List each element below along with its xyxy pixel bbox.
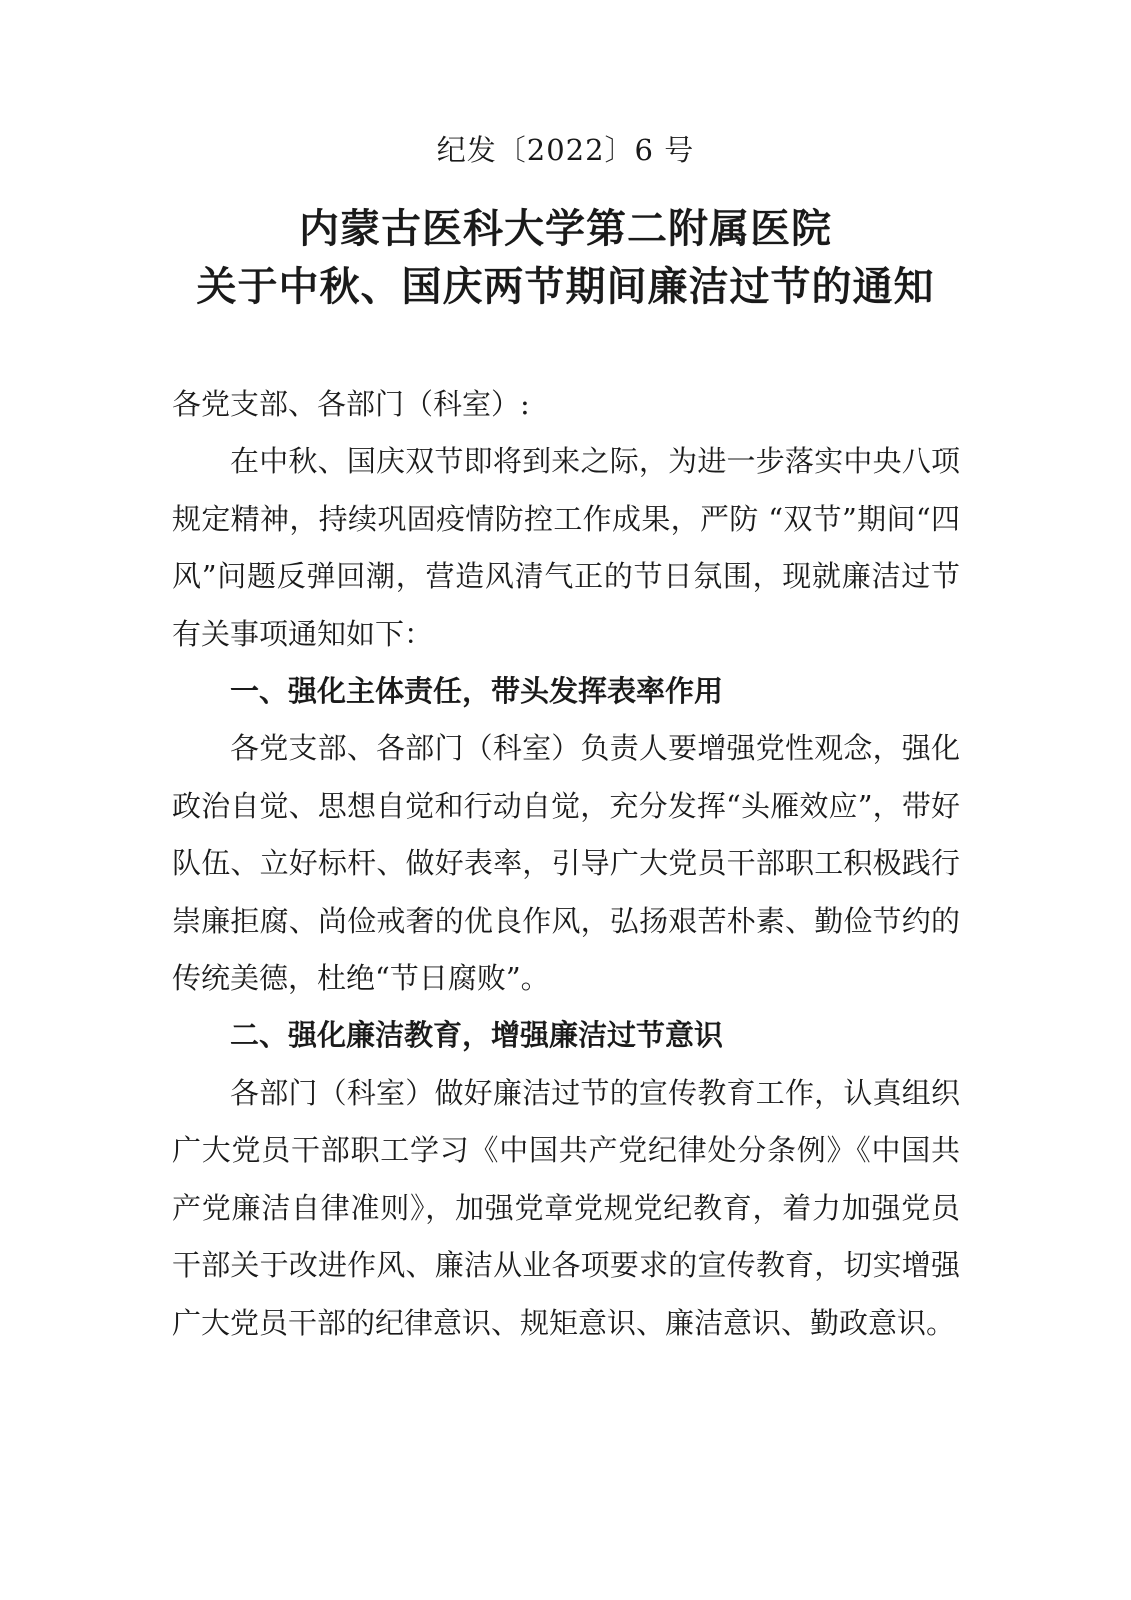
section-2-paragraph: 各部门（科室）做好廉洁过节的宣传教育工作，认真组织广大党员干部职工学习《中国共产党纪律处分条例》《中国共产党廉洁自律准则》，加强党章党规党纪教育，着力加强党员干部关于改进作风、廉洁从业各项要求的宣传教育，切实增强广大党员干部的纪律意识、规矩意识、廉洁意识、勤政意识。 <box>172 1075 960 1340</box>
section-2-heading: 二、强化廉洁教育，增强廉洁过节意识 <box>230 1018 724 1053</box>
document-body <box>172 376 960 1352</box>
section-1-paragraph: 各党支部、各部门（科室）负责人要增强党性观念，强化政治自觉、思想自觉和行动自觉，充分发挥“头雁效应”，带好队伍、立好标杆、做好表率，引导广大党员干部职工积极践行崇廉拒腐、尚俭戒奢的优良作风，弘扬艰苦朴素、勤俭节约的传统美德，杜绝“节日腐败”。 <box>172 731 960 996</box>
intro-paragraph: 在中秋、国庆双节即将到来之际，为进一步落实中央八项规定精神，持续巩固疫情防控工作成果，严防 “双节”期间“四风”问题反弹回潮，营造风清气正的节日氛围，现就廉洁过节有关事项通知如下： <box>172 444 960 651</box>
title-line-1: 内蒙古医科大学第二附属医院 <box>299 206 832 252</box>
salutation: 各党支部、各部门（科室）: <box>172 387 530 421</box>
document-title <box>0 200 1131 316</box>
section-1-heading: 一、强化主体责任，带头发挥表率作用 <box>230 674 724 709</box>
document-number: 纪发〔2022〕6 号 <box>436 133 695 167</box>
title-line-2: 关于中秋、国庆两节期间廉洁过节的通知 <box>196 264 935 310</box>
